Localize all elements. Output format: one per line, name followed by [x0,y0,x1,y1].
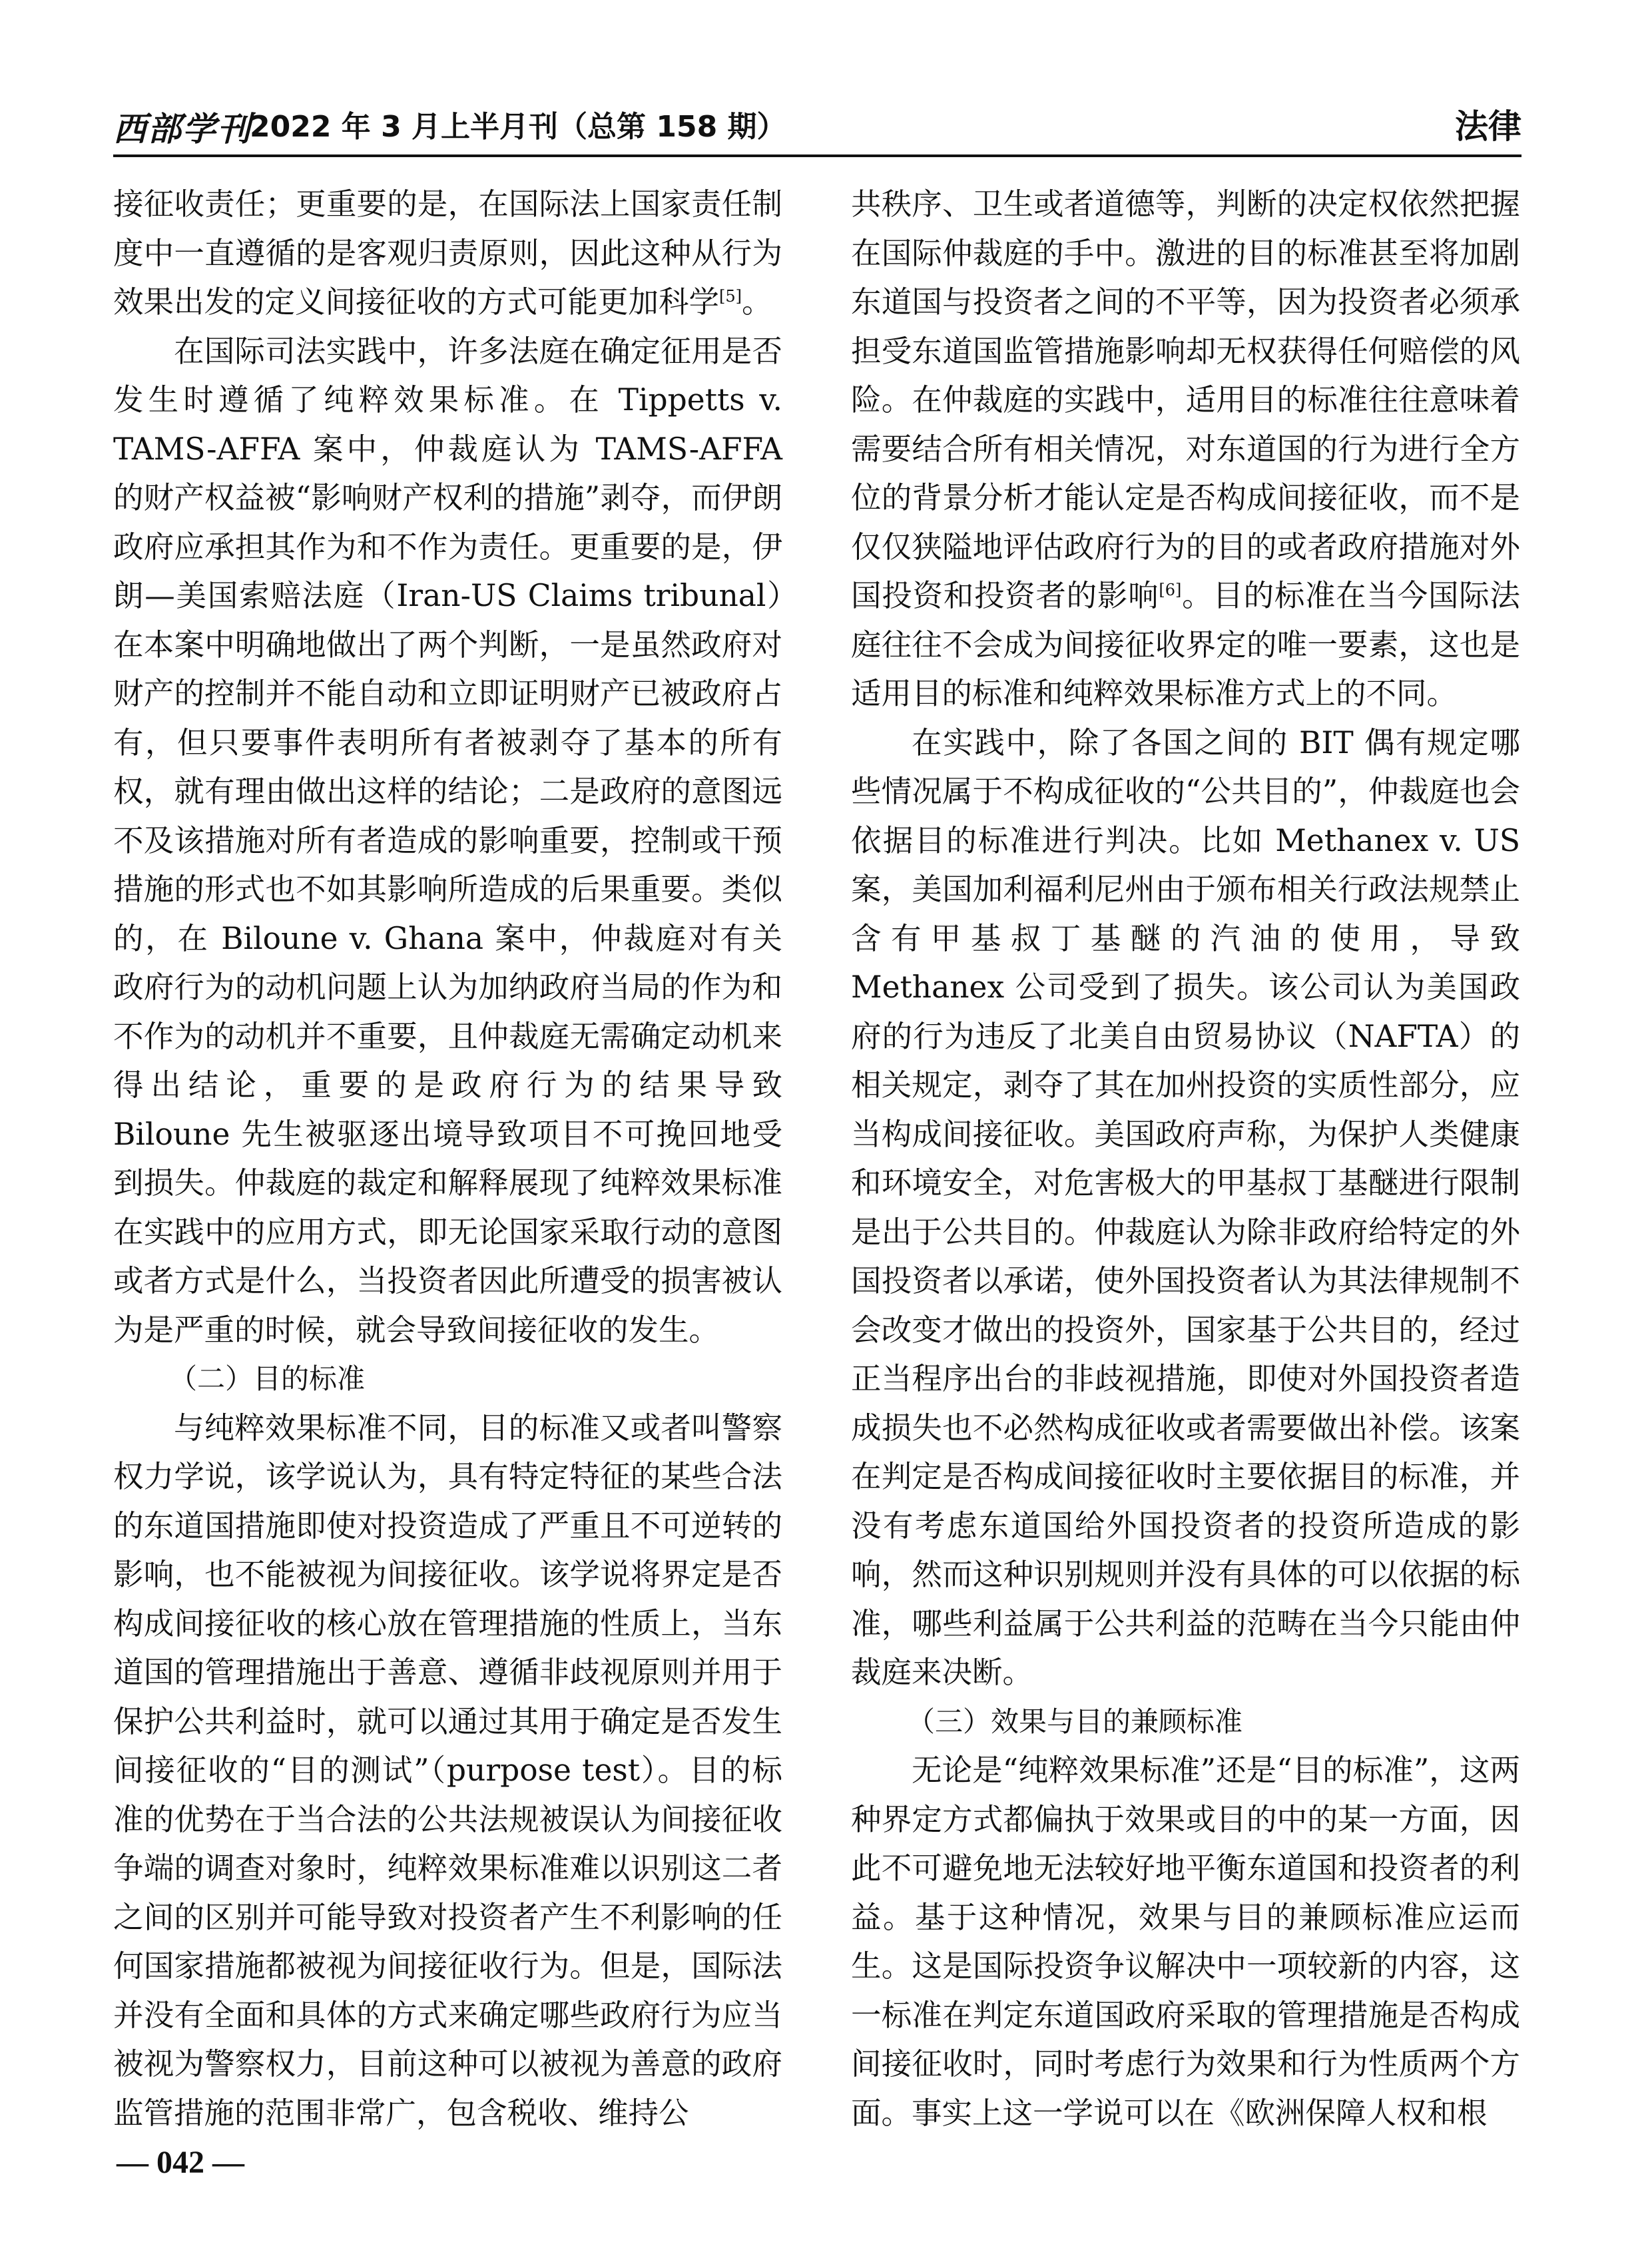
section-heading: （三）效果与目的兼顾标准 [907,1705,1243,1738]
paragraph: 在国际司法实践中，许多法庭在确定征用是否发生时遵循了纯粹效果标准。在 Tippetts v. TAMS-AFFA 案中，仲裁庭认为 TAMS-AFFA 的财产权益被“影响财产权利的措施”剥夺，而伊朗政府应承担其作为和不作为责任。更重要的是，伊朗—美国索赔法庭（Iran-US Claims tribunal）在本案中明确地做出了两个判断，一是虽然政府对财产的控制并不能自动和立即证明财产已被政府占有，但只要事件表明所有者被剥夺了基本的所有权，就有理由做出这样的结论；二是政府的意图远不及该措施对所有者造成的影响重要，控制或干预措施的形式也不如其影响所造成的后果重要。类似的，在 Biloune v. Ghana 案中，仲裁庭对有关政府行为的动机问题上认为加纳政府当局的作为和不作为的动机并不重要，且仲裁庭无需确定动机来得出结论，重要的是政府行为的结果导致 Biloune 先生被驱逐出境导致项目不可挽回地受到损失。仲裁庭的裁定和解释展现了纯粹效果标准在实践中的应用方式，即无论国家采取行动的意图或者方式是什么，当投资者因此所遭受的损害被认为是严重的时候，就会导致间接征收的发生。 [113,333,782,1348]
citation-ref: [5] [719,286,742,306]
journal-logo: 西部学刊 [113,109,252,148]
paragraph: 在实践中，除了各国之间的 BIT 偶有规定哪些情况属于不构成征收的“公共目的”，仲裁庭也会依据目的标准进行判决。比如 Methanex v. US 案，美国加利福利尼州由于颁布相关行政法规禁止含有甲基叔丁基醚的汽油的使用，导致 Methanex 公司受到了损失。该公司认为美国政府的行为违反了北美自由贸易协议（NAFTA）的相关规定，剥夺了其在加州投资的实质性部分，应当构成间接征收。美国政府声称，为保护人类健康和环境安全，对危害极大的甲基叔丁基醚进行限制是出于公共目的。仲裁庭认为除非政府给特定的外国投资者以承诺，使外国投资者认为其法律规制不会改变才做出的投资外，国家基于公共目的，经过正当程序出台的非歧视措施，即使对外国投资者造成损失也不必然构成征收或者需要做出补偿。该案在判定是否构成间接征收时主要依据目的标准，并没有考虑东道国给外国投资者的投资所造成的影响，然而这种识别规则并没有具体的可以依据的标准，哪些利益属于公共利益的范畴在当今只能由仲裁庭来决断。 [851,724,1520,1690]
paragraph: 接征收责任；更重要的是，在国际法上国家责任制度中一直遵循的是客观归责原则，因此这种从行为效果出发的定义间接征收的方式可能更加科学[5]。 [113,186,782,320]
header-rule [113,154,1521,157]
paragraph: 无论是“纯粹效果标准”还是“目的标准”，这两种界定方式都偏执于效果或目的中的某一方面，因此不可避免地无法较好地平衡东道国和投资者的利益。基于这种情况，效果与目的兼顾标准应运而生。这是国际投资争议解决中一项较新的内容，这一标准在判定东道国政府采取的管理措施是否构成间接征收时，同时考虑行为效果和行为性质两个方面。事实上这一学说可以在《欧洲保障人权和根 [851,1753,1520,2131]
right-column [851,180,1520,2131]
citation-ref: [6] [1159,580,1182,599]
issue-info: 2022 年 3 月上半月刊（总第 158 期） [250,110,786,144]
section-label: 法律 [1455,107,1521,146]
running-header [113,100,1521,148]
paragraph: 共秩序、卫生或者道德等，判断的决定权依然把握在国际仲裁庭的手中。激进的目的标准甚至将加剧东道国与投资者之间的不平等，因为投资者必须承担受东道国监管措施影响却无权获得任何赔偿的风险。在仲裁庭的实践中，适用目的标准往往意味着需要结合所有相关情况，对东道国的行为进行全方位的背景分析才能认定是否构成间接征收，而不是仅仅狭隘地评估政府行为的目的或者政府措施对外国投资和投资者的影响[6]。目的标准在当今国际法庭往往不会成为间接征收界定的唯一要素，这也是适用目的标准和纯粹效果标准方式上的不同。 [851,186,1520,711]
left-column [113,180,782,2131]
paragraph: 与纯粹效果标准不同，目的标准又或者叫警察权力学说，该学说认为，具有特定特征的某些合法的东道国措施即使对投资造成了严重且不可逆转的影响，也不能被视为间接征收。该学说将界定是否构成间接征收的核心放在管理措施的性质上，当东道国的管理措施出于善意、遵循非歧视原则并用于保护公共利益时，就可以通过其用于确定是否发生间接征收的“目的测试”（purpose test）。目的标准的优势在于当合法的公共法规被误认为间接征收争端的调查对象时，纯粹效果标准难以识别这二者之间的区别并可能导致对投资者产生不利影响的任何国家措施都被视为间接征收行为。但是，国际法并没有全面和具体的方式来确定哪些政府行为应当被视为警察权力，目前这种可以被视为善意的政府监管措施的范围非常广，包含税收、维持公 [113,1410,782,2131]
page-number: — 042 — [117,2145,244,2180]
section-heading: （二）目的标准 [169,1362,366,1395]
